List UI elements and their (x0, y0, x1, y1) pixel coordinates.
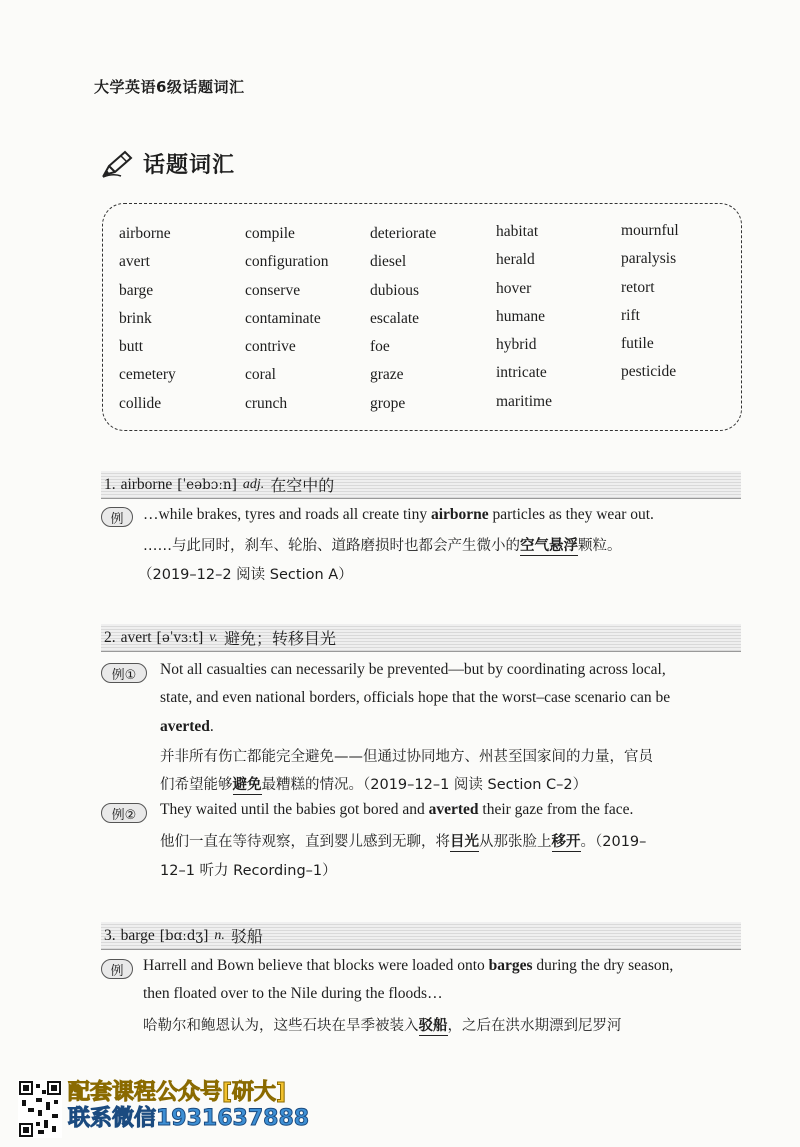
vocab-word: airborne (119, 225, 171, 242)
vocab-word: herald (496, 251, 535, 269)
vocab-word: configuration (245, 253, 329, 271)
vocab-word: hybrid (496, 336, 537, 354)
text-segment: during the dry season, (532, 957, 674, 974)
text-segment: particles as they wear out. (488, 506, 654, 523)
entry-word: avert (120, 628, 152, 646)
text-segment: 他们一直在等待观察，直到婴儿感到无聊，将 (160, 834, 450, 850)
vocab-word: coral (245, 366, 276, 384)
vocab-word: hover (496, 279, 532, 297)
example-en (143, 506, 654, 524)
section-title: 话题词汇 (143, 153, 236, 178)
vocab-word: escalate (370, 309, 420, 327)
entry-phonetic: [bɑːdʒ] (159, 927, 209, 944)
example-badge: 例 (101, 959, 133, 979)
example-badge: 例② (101, 803, 147, 823)
vocab-column (370, 220, 436, 418)
entry-word: barge (120, 926, 155, 944)
highlight-word: barges (488, 957, 533, 974)
highlight-word: averted (428, 801, 479, 818)
example-en (160, 801, 633, 819)
text-segment: Harrell and Bown believe that blocks were loaded onto (143, 957, 489, 974)
vocab-word: maritime (496, 392, 552, 410)
vocab-word: avert (119, 253, 150, 271)
entry-definition: 在空中的 (270, 476, 335, 495)
vocab-word: habitat (496, 223, 539, 240)
vocab-word: contaminate (245, 309, 321, 327)
vocab-word: brink (119, 309, 152, 327)
example-zh (143, 1014, 622, 1035)
vocab-word: paralysis (621, 250, 677, 268)
vocab-word: intricate (496, 364, 547, 382)
vocab-word: compile (245, 225, 295, 242)
highlight-word: 目光 (450, 834, 479, 850)
vocab-column (496, 218, 552, 416)
entry-word: airborne (120, 475, 173, 493)
vocab-word: collide (119, 394, 162, 412)
vocab-column (621, 217, 679, 387)
vocab-word: dubious (370, 281, 420, 299)
text-segment: their gaze from the face. (478, 801, 634, 818)
example-en (143, 957, 673, 975)
entry-header-avert (101, 624, 741, 652)
text-segment: 颗粒。 (578, 538, 622, 554)
text-segment: 最糟糕的情况。（2019–12–1 阅读 Section C–2） (261, 777, 588, 793)
vocab-word: diesel (370, 253, 407, 271)
example-en: then floated over to the Nile during the floods… (143, 985, 443, 1002)
text-segment: ……与此同时，刹车、轮胎、道路磨损时也都会产生微小的 (143, 538, 520, 554)
example-zh (160, 773, 587, 794)
entry-definition: 驳船 (230, 927, 263, 946)
example-en (160, 718, 214, 736)
vocab-word: conserve (245, 281, 301, 299)
qr-code-icon (18, 1080, 62, 1138)
entry-number: 3. (104, 926, 116, 944)
entry-phonetic: [ˈeəbɔːn] (177, 476, 237, 493)
example-badge: 例① (101, 663, 147, 683)
text-segment: 哈勒尔和鲍恩认为，这些石块在旱季被装入 (143, 1018, 419, 1034)
vocab-column (245, 220, 329, 418)
highlight-word: airborne (430, 506, 489, 523)
entry-number: 2. (104, 628, 116, 646)
example-zh (160, 830, 646, 851)
vocab-word: grope (370, 394, 406, 412)
vocab-word: futile (621, 335, 654, 353)
highlight-word: 空气悬浮 (520, 538, 578, 554)
vocab-word: deteriorate (370, 225, 437, 242)
entry-pos: n. (214, 927, 225, 943)
entry-definition: 避免；转移目光 (223, 629, 336, 648)
vocab-word: retort (621, 278, 655, 296)
text-segment: They waited until the babies got bored and (160, 801, 429, 818)
text-segment: ，之后在洪水期漂到尼罗河 (447, 1018, 622, 1034)
example-source: （2019–12–2 阅读 Section A） (138, 567, 353, 583)
text-segment: 从那张脸上 (479, 834, 552, 850)
entry-header-airborne (101, 471, 741, 499)
text-segment: …while brakes, tyres and roads all create tiny (143, 506, 431, 523)
vocab-word: foe (370, 338, 390, 356)
entry-pos: adj. (242, 476, 265, 492)
watermark-line-2: 联系微信1931637888 (68, 1106, 310, 1131)
running-head: 大学英语6级话题词汇 (94, 78, 245, 96)
example-zh: 12–1 听力 Recording–1） (160, 863, 337, 879)
vocab-column (119, 220, 176, 418)
vocab-word: cemetery (119, 366, 176, 384)
example-en: Not all casualties can necessarily be prevented—but by coordinating across local, (160, 661, 666, 678)
example-zh (143, 534, 622, 555)
example-badge: 例 (101, 507, 133, 527)
example-zh: 并非所有伤亡都能完全避免——但通过协同地方、州甚至国家间的力量，官员 (160, 749, 653, 765)
vocab-word: contrive (245, 338, 296, 356)
entry-number: 1. (104, 475, 116, 493)
vocab-word: mournful (621, 222, 679, 239)
vocab-word: rift (621, 306, 640, 324)
highlight-word: 驳船 (418, 1018, 448, 1034)
vocab-word: pesticide (621, 363, 677, 381)
highlight-word: 避免 (232, 777, 262, 793)
text-segment: . (209, 718, 214, 735)
vocab-word: crunch (245, 394, 288, 412)
entry-header-barge (101, 922, 741, 950)
vocab-word: butt (119, 338, 144, 356)
highlight-word: 移开 (551, 834, 581, 850)
example-en: state, and even national borders, officials hope that the worst–case scenario can be (160, 689, 671, 706)
entry-phonetic: [əˈvɜːt] (156, 629, 204, 646)
text-segment: 们希望能够 (160, 777, 233, 793)
section-header (101, 148, 235, 179)
vocab-word: barge (119, 281, 154, 299)
vocab-word: graze (370, 366, 404, 384)
pencil-icon (101, 149, 135, 179)
entry-pos: v. (209, 629, 218, 645)
text-segment: 。（2019– (580, 834, 647, 850)
vocab-word: humane (496, 307, 546, 325)
highlight-word: averted (160, 718, 210, 735)
watermark (18, 1080, 309, 1138)
watermark-line-1: 配套课程公众号[研大] (68, 1080, 287, 1105)
